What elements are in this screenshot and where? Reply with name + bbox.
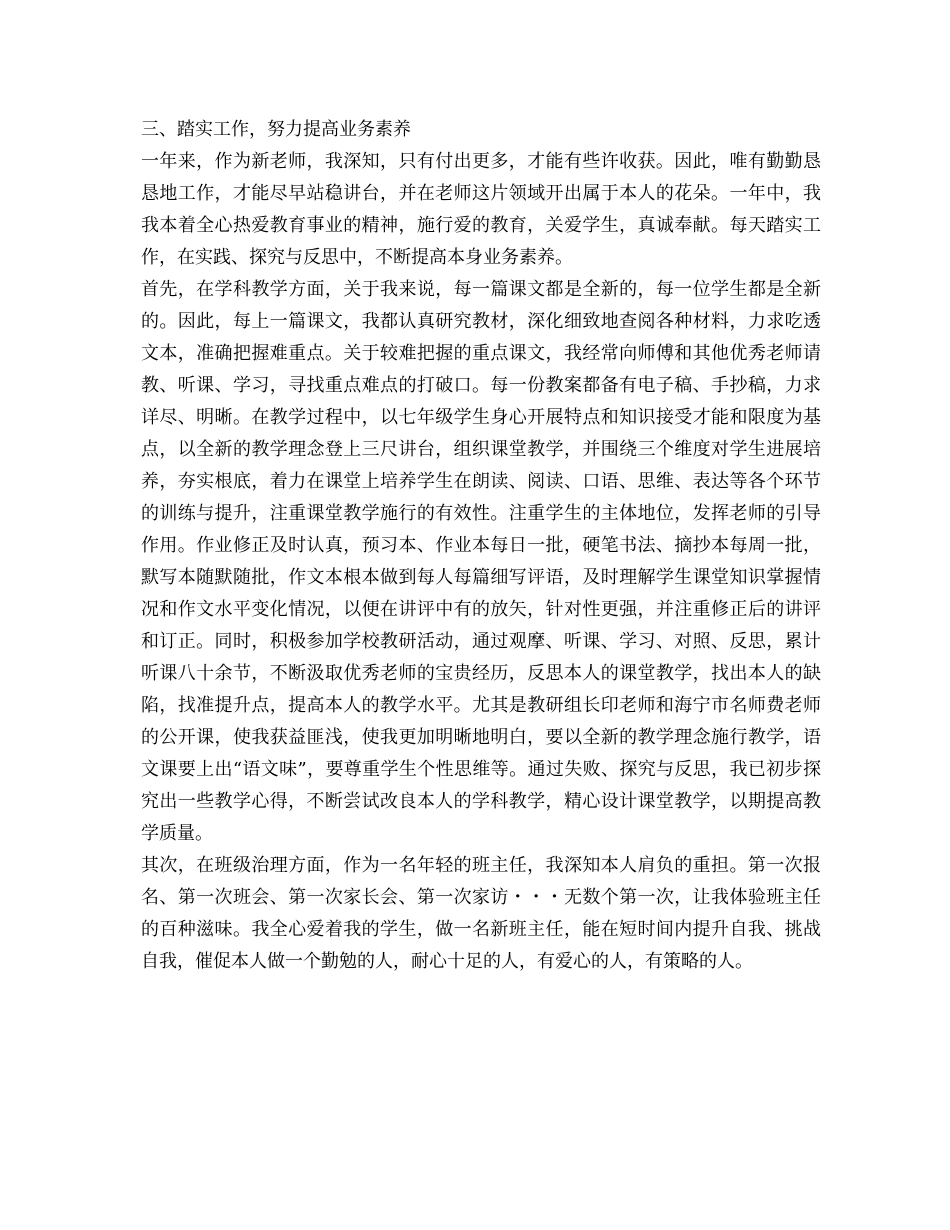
document-body	[141, 114, 821, 978]
section-heading: 三、踏实工作，努力提高业务素养	[141, 119, 411, 140]
paragraph-class-management: 其次，在班级治理方面，作为一名年轻的班主任，我深知本人肩负的重担。第一次报名、第一次班会、第一次家长会、第一次家访・・・无数个第一次，让我体验班主任的百种滋味。我全心爱着我的学生，做一名新班主任，能在短时间内提升自我、挑战自我，催促本人做一个勤勉的人，耐心十足的人，有爱心的人，有策略的人。	[141, 855, 821, 972]
paragraph-teaching: 首先，在学科教学方面，关于我来说，每一篇课文都是全新的，每一位学生都是全新的。因此，每上一篇课文，我都认真研究教材，深化细致地查阅各种材料，力求吃透文本，准确把握难重点。关于较难把握的重点课文，我经常向师傅和其他优秀老师请教、听课、学习，寻找重点难点的打破口。每一份教案都备有电子稿、手抄稿，力求详尽、明晰。在教学过程中，以七年级学生身心开展特点和知识接受才能和限度为基点，以全新的教学理念登上三尺讲台，组织课堂教学，并围绕三个维度对学生进展培养，夯实根底，着力在课堂上培养学生在朗读、阅读、口语、思维、表达等各个环节的训练与提升，注重课堂教学施行的有效性。注重学生的主体地位，发挥老师的引导作用。作业修正及时认真，预习本、作业本每日一批，硬笔书法、摘抄本每周一批，默写本随默随批，作文本根本做到每人每篇细写评语，及时理解学生课堂知识掌握情况和作文水平变化情况，以便在讲评中有的放矢，针对性更强，并注重修正后的讲评和订正。同时，积极参加学校教研活动，通过观摩、听课、学习、对照、反思，累计听课八十余节，不断汲取优秀老师的宝贵经历，反思本人的课堂教学，找出本人的缺陷，找准提升点，提高本人的教学水平。尤其是教研组长印老师和海宁市名师费老师的公开课，使我获益匪浅，使我更加明晰地明白，要以全新的教学理念施行教学，语文课要上出“语文味”，要尊重学生个性思维等。通过失败、探究与反思，我已初步探究出一些教学心得，不断尝试改良本人的学科教学，精心设计课堂教学，以期提高教学质量。	[141, 279, 821, 844]
paragraph-intro: 一年来，作为新老师，我深知，只有付出更多，才能有些许收获。因此，唯有勤勤恳恳地工作，才能尽早站稳讲台，并在老师这片领域开出属于本人的花朵。一年中，我我本着全心热爱教育事业的精神，施行爱的教育，关爱学生，真诚奉献。每天踏实工作，在实践、探究与反思中，不断提高本身业务素养。	[141, 151, 821, 268]
